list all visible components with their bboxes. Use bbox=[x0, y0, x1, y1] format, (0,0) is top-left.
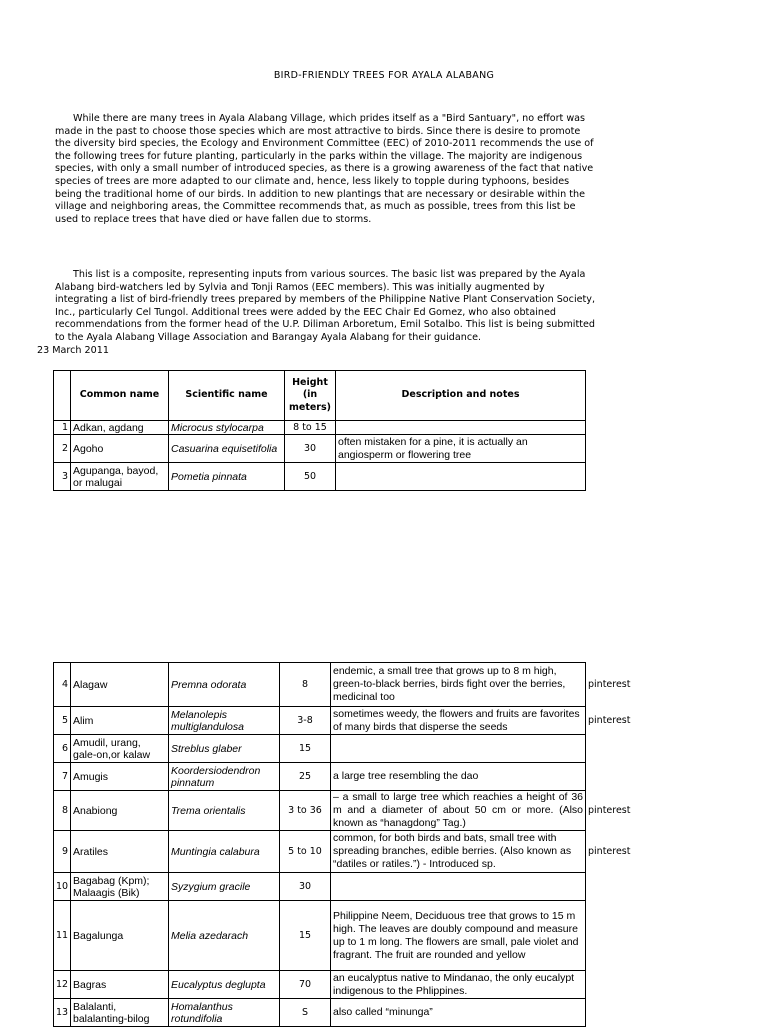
description: endemic, a small tree that grows up to 8 m high, green-to-black berries, birds fight over the berries, medicinal too bbox=[331, 663, 586, 707]
common-name: Bagabag (Kpm); Malaagis (Bik) bbox=[71, 873, 169, 901]
height: 30 bbox=[280, 873, 331, 901]
scientific-name: Homalanthus rotundifolia bbox=[169, 999, 280, 1027]
tree-table-1 bbox=[53, 370, 586, 491]
common-name: Bagras bbox=[71, 971, 169, 999]
row-number: 10 bbox=[54, 873, 71, 901]
row-number: 9 bbox=[54, 831, 71, 873]
document-date: 23 March 2011 bbox=[37, 344, 109, 356]
row-number: 12 bbox=[54, 971, 71, 999]
height: 15 bbox=[280, 901, 331, 971]
height: 50 bbox=[285, 463, 336, 491]
description bbox=[331, 735, 586, 763]
height: 30 bbox=[285, 435, 336, 463]
row-number: 8 bbox=[54, 791, 71, 831]
scientific-name: Trema orientalis bbox=[169, 791, 280, 831]
table-row bbox=[54, 763, 646, 791]
description: also called “minunga” bbox=[331, 999, 586, 1027]
pinterest-link bbox=[586, 763, 646, 791]
description bbox=[331, 873, 586, 901]
row-number: 13 bbox=[54, 999, 71, 1027]
pinterest-link bbox=[586, 901, 646, 971]
common-name: Bagalunga bbox=[71, 901, 169, 971]
table-row bbox=[54, 999, 646, 1027]
row-number: 6 bbox=[54, 735, 71, 763]
header-num bbox=[54, 371, 71, 421]
height: 25 bbox=[280, 763, 331, 791]
table-row bbox=[54, 663, 646, 707]
height: 70 bbox=[280, 971, 331, 999]
description: – a small to large tree which reachies a height of 36 m and a diameter of about 50 cm or more. (Also known as “hanagdong” Tag.) bbox=[331, 791, 586, 831]
common-name: Amugis bbox=[71, 763, 169, 791]
description: an eucalyptus native to Mindanao, the only eucalypt indigenous to the Phlippines. bbox=[331, 971, 586, 999]
description: often mistaken for a pine, it is actually an angiosperm or flowering tree bbox=[336, 435, 586, 463]
common-name: Balalanti, balalanting-bilog bbox=[71, 999, 169, 1027]
header-scientific-name: Scientific name bbox=[169, 371, 285, 421]
table-row bbox=[54, 873, 646, 901]
table-row bbox=[54, 463, 586, 491]
pinterest-link bbox=[586, 971, 646, 999]
common-name: Agoho bbox=[71, 435, 169, 463]
row-number: 7 bbox=[54, 763, 71, 791]
table-row bbox=[54, 735, 646, 763]
row-number: 4 bbox=[54, 663, 71, 707]
table-row bbox=[54, 421, 586, 435]
description bbox=[336, 463, 586, 491]
row-number: 1 bbox=[54, 421, 71, 435]
pinterest-link[interactable]: pinterest bbox=[588, 805, 631, 816]
common-name: Alagaw bbox=[71, 663, 169, 707]
common-name: Anabiong bbox=[71, 791, 169, 831]
pinterest-link[interactable]: pinterest bbox=[588, 679, 631, 690]
height: 5 to 10 bbox=[280, 831, 331, 873]
pinterest-link[interactable]: pinterest bbox=[588, 715, 631, 726]
description: sometimes weedy, the flowers and fruits are favorites of many birds that disperse the seeds bbox=[331, 707, 586, 735]
height: 3 to 36 bbox=[280, 791, 331, 831]
scientific-name: Muntingia calabura bbox=[169, 831, 280, 873]
row-number: 11 bbox=[54, 901, 71, 971]
row-number: 2 bbox=[54, 435, 71, 463]
description: common, for both birds and bats, small tree with spreading branches, edible berries. (Also known as “datiles or ratiles.”) - Introduced sp. bbox=[331, 831, 586, 873]
table-row bbox=[54, 707, 646, 735]
height: 15 bbox=[280, 735, 331, 763]
height: 3-8 bbox=[280, 707, 331, 735]
row-number: 3 bbox=[54, 463, 71, 491]
scientific-name: Melanolepis multiglandulosa bbox=[169, 707, 280, 735]
common-name: Alim bbox=[71, 707, 169, 735]
tree-table-2 bbox=[53, 662, 646, 1027]
pinterest-link bbox=[586, 735, 646, 763]
scientific-name: Casuarina equisetifolia bbox=[169, 435, 285, 463]
height: 8 bbox=[280, 663, 331, 707]
pinterest-link bbox=[586, 873, 646, 901]
scientific-name: Microcus stylocarpa bbox=[169, 421, 285, 435]
intro-paragraph: While there are many trees in Ayala Alabang Village, which prides itself as a "Bird Santuary", no effort was made in the past to choose those species which are most attractive to birds. Since there is desire to promote the diversity bird species, the Ecology and Environment Committee (EEC) of 2010-2011 recommends the use of the following trees for future planting, particularly in the parks within the village. The majority are indigenous species, with only a small number of introduced species, as there is a growing awareness of the fact that native species of trees are more adapted to our climate and, hence, less likely to topple during typhoons, besides being the traditional home of our birds. In addition to new plantings that are necessary or desirable within the village and neighboring areas, the Committee recommends that, as much as possible, trees from this list be used to replace trees that have died or have fallen due to storms. bbox=[55, 113, 594, 225]
description bbox=[336, 421, 586, 435]
common-name: Adkan, agdang bbox=[71, 421, 169, 435]
scientific-name: Pometia pinnata bbox=[169, 463, 285, 491]
header-common-name: Common name bbox=[71, 371, 169, 421]
pinterest-link[interactable]: pinterest bbox=[588, 846, 631, 857]
scientific-name: Koordersiodendron pinnatum bbox=[169, 763, 280, 791]
common-name: Aratiles bbox=[71, 831, 169, 873]
table-row bbox=[54, 791, 646, 831]
table-row bbox=[54, 971, 646, 999]
page-title: BIRD-FRIENDLY TREES FOR AYALA ALABANG bbox=[273, 70, 495, 81]
scientific-name: Streblus glaber bbox=[169, 735, 280, 763]
pinterest-link bbox=[586, 999, 646, 1027]
header-height: Height (in meters) bbox=[285, 371, 336, 421]
scientific-name: Premna odorata bbox=[169, 663, 280, 707]
sources-paragraph bbox=[37, 269, 596, 357]
common-name: Agupanga, bayod, or malugai bbox=[71, 463, 169, 491]
common-name: Amudil, urang, gale-on,or kalaw bbox=[71, 735, 169, 763]
table-row bbox=[54, 901, 646, 971]
table-row bbox=[54, 435, 586, 463]
table-row bbox=[54, 831, 646, 873]
scientific-name: Syzygium gracile bbox=[169, 873, 280, 901]
height: S bbox=[280, 999, 331, 1027]
scientific-name: Eucalyptus deglupta bbox=[169, 971, 280, 999]
description: Philippine Neem, Deciduous tree that grows to 15 m high. The leaves are doubly compound and measure up to 1 m long. The flowers are small, pale violet and fragrant. The fruit are rounded and yellow bbox=[331, 901, 586, 971]
header-description: Description and notes bbox=[336, 371, 586, 421]
row-number: 5 bbox=[54, 707, 71, 735]
table-header-row bbox=[54, 371, 586, 421]
height: 8 to 15 bbox=[285, 421, 336, 435]
sources-text: This list is a composite, representing inputs from various sources. The basic list was prepared by the Ayala Alabang bird-watchers led by Sylvia and Tonji Ramos (EEC members). This was initially augmented by integrating a list of bird-friendly trees prepared by members of the Philippine Native Plant Conservation Society, Inc., particularly Cel Tungol. Additional trees were added by the EEC Chair Ed Gomez, who also obtained recommendations from the former head of the U.P. Diliman Arboretum, Emil Sotalbo. This list is being submitted to the Ayala Alabang Village Association and Barangay Ayala Alabang for their guidance. bbox=[55, 269, 596, 343]
description: a large tree resembling the dao bbox=[331, 763, 586, 791]
scientific-name: Melia azedarach bbox=[169, 901, 280, 971]
